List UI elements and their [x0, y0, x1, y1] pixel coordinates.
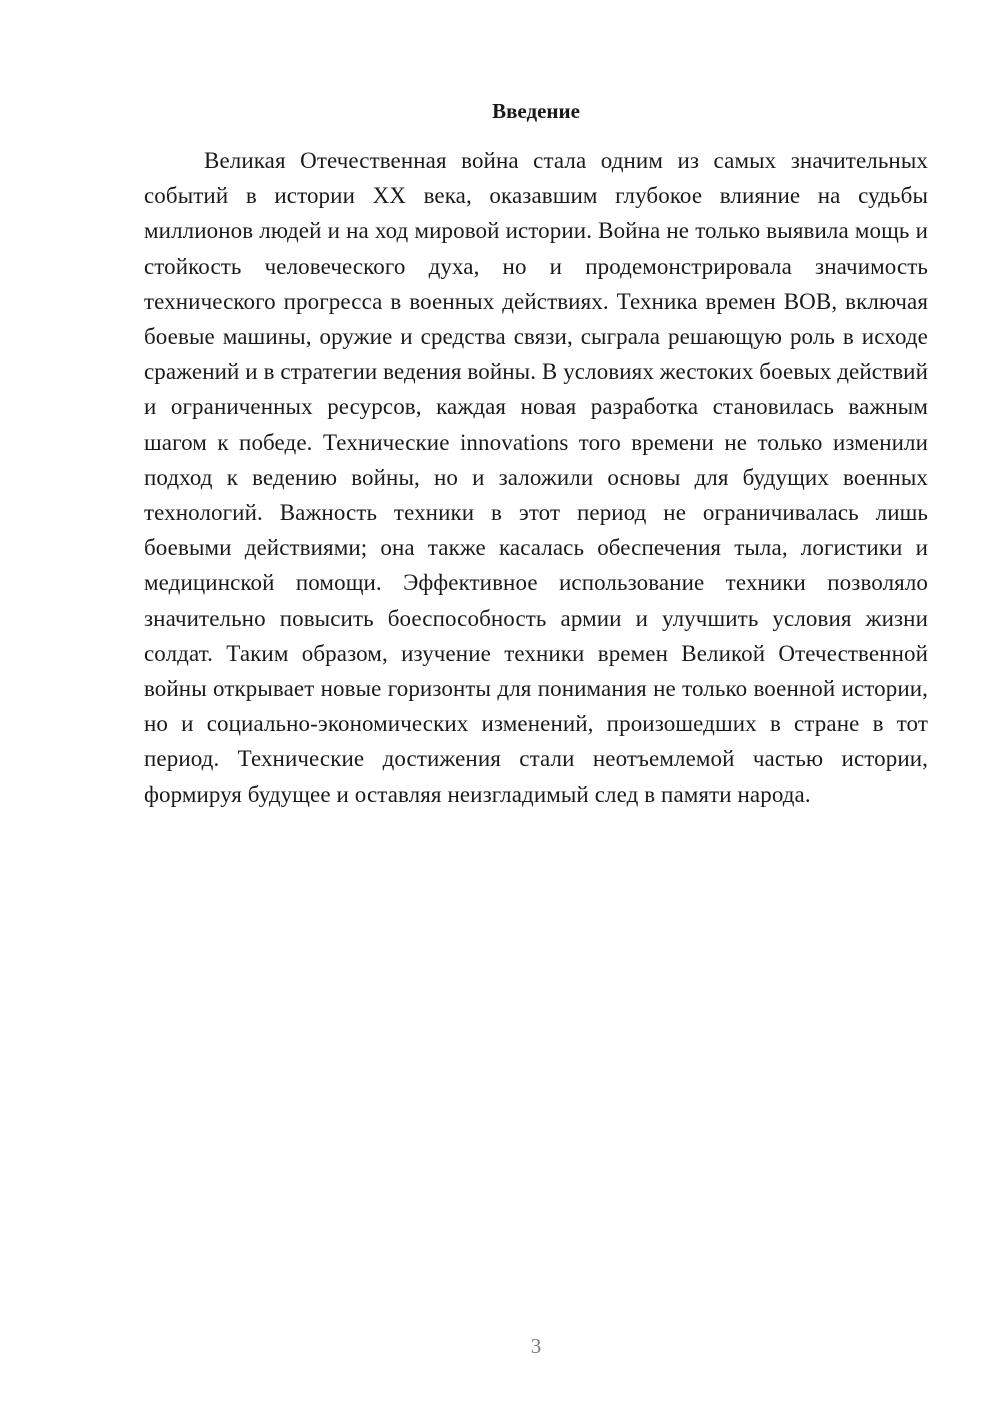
section-heading: Введение: [492, 99, 580, 123]
body-paragraph: Великая Отечественная война стала одним из самых значительных событий в истории XX века, оказавшим глубокое влияние на судьбы миллионов людей и на ход мировой истории. Война не только выявила мощь и стойкость человеческого духа, но и продемонстрировала значимость технического прогресса в военных действиях. Техника времен ВОВ, включая боевые машины, оружие и средства связи, сыграла решающую роль в исходе сражений и в стратегии ведения войны. В условиях жестоких боевых действий и ограниченных ресурсов, каждая новая разработка становилась важным шагом к победе. Технические innovations того времени не только изменили подход к ведению войны, но и заложили основы для будущих военных технологий. Важность техники в этот период не ограничивалась лишь боевыми действиями; она также касалась обеспечения тыла, логистики и медицинской помощи. Эффективное использование техники позволяло значительно повысить боеспособность армии и улучшить условия жизни солдат. Таким образом, изучение техники времен Великой Отечественной войны открывает новые горизонты для понимания не только военной истории, но и социально-экономических изменений, произошедших в стране в тот период. Технические достижения стали неотъемлемой частью истории, формируя будущее и оставляя неизгладимый след в памяти народа.: [144, 148, 928, 807]
page-number: 3: [530, 1334, 542, 1358]
